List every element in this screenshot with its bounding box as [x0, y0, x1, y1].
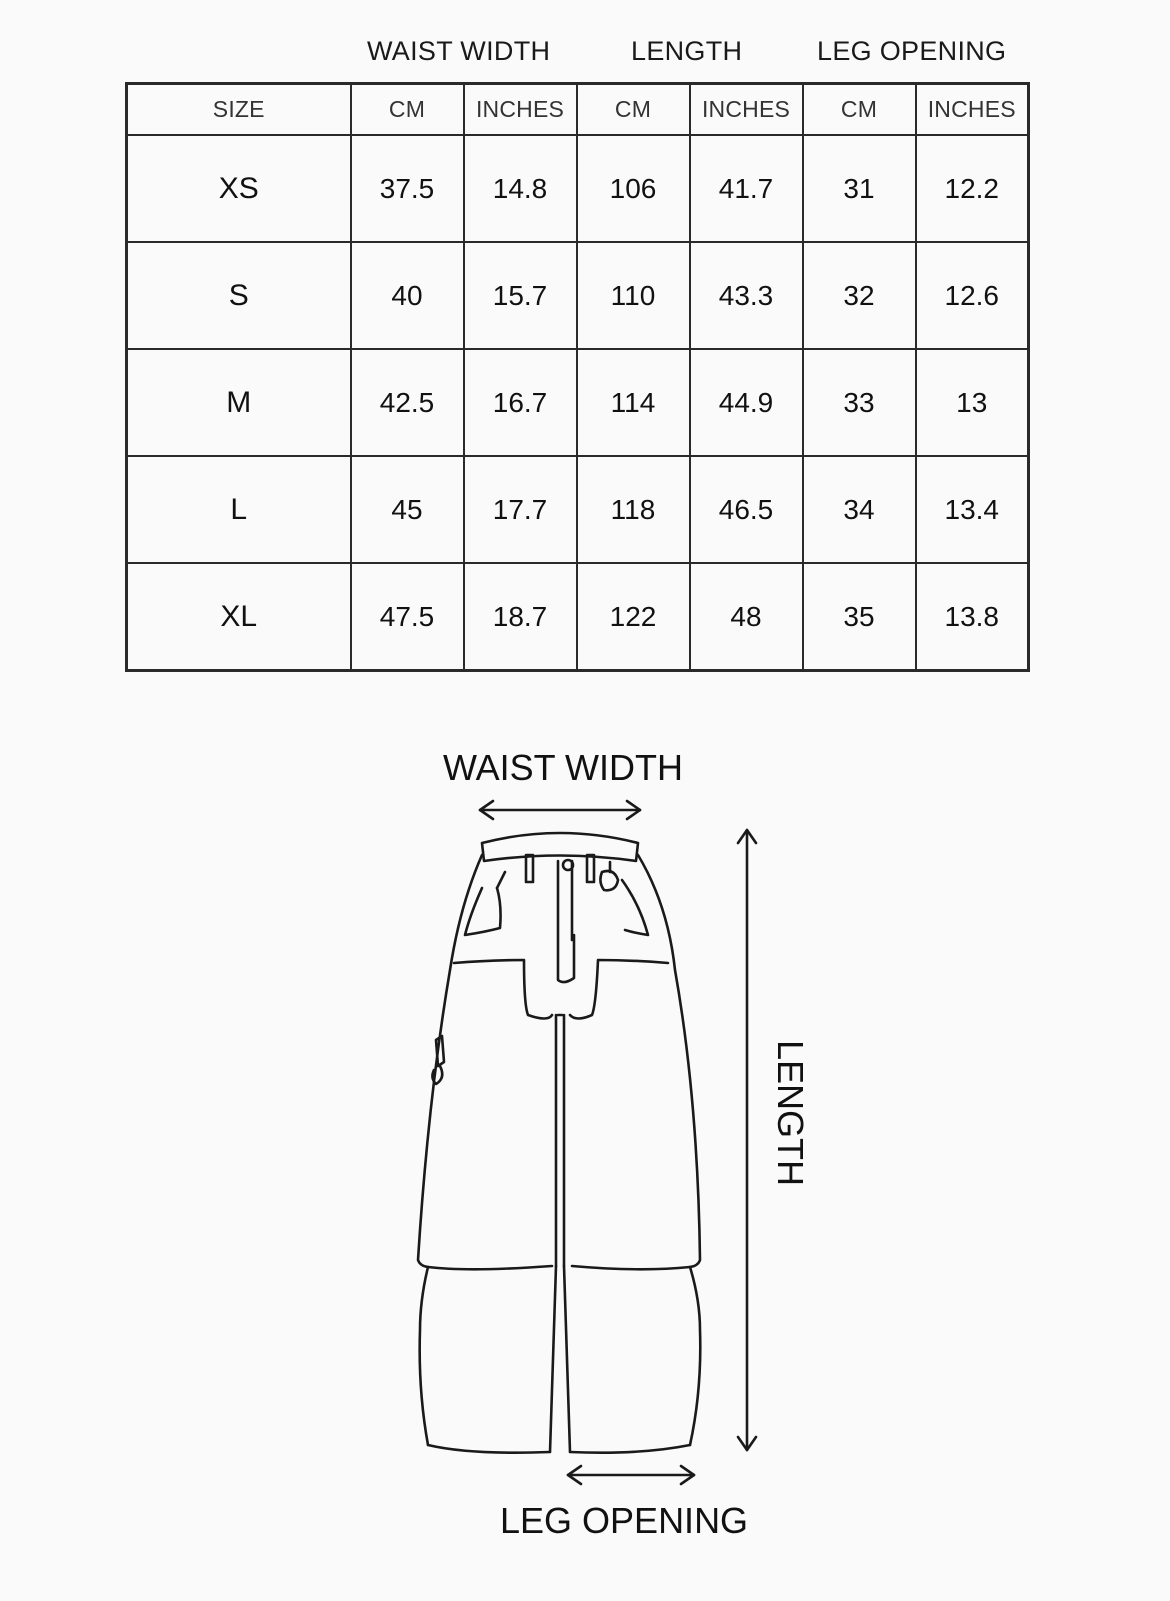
waist-cm-cell: 37.5 [351, 135, 464, 242]
leg-cm-cell: 34 [803, 456, 916, 563]
length-inches-cell: 44.9 [690, 349, 803, 456]
size-cell: XL [127, 563, 351, 671]
diagram-length-label: LENGTH [770, 1039, 811, 1187]
leg-inches-cell: 12.2 [916, 135, 1029, 242]
waist-inches-cell: 16.7 [464, 349, 577, 456]
length-cm-cell: 122 [577, 563, 690, 671]
leg-inches-cell: 13.4 [916, 456, 1029, 563]
waist-cm-cell: 47.5 [351, 563, 464, 671]
waist-inches-cell: 14.8 [464, 135, 577, 242]
upper-layer-icon [418, 855, 700, 1269]
diagram-waist-label: WAIST WIDTH [443, 747, 683, 788]
leg-inches-cell: 13 [916, 349, 1029, 456]
column-header-length-inches: INCHES [690, 84, 803, 136]
waistband-icon [482, 833, 638, 890]
waist-arrow-icon [480, 801, 640, 819]
length-inches-cell: 48 [690, 563, 803, 671]
leg-cm-cell: 33 [803, 349, 916, 456]
length-header: LENGTH [631, 36, 743, 66]
lower-layer-icon [420, 1266, 701, 1453]
column-header-size: SIZE [127, 84, 351, 136]
length-cm-cell: 114 [577, 349, 690, 456]
leg-cm-cell: 35 [803, 563, 916, 671]
column-header-leg-cm: CM [803, 84, 916, 136]
leg-opening-arrow-icon [568, 1466, 694, 1484]
leg-cm-cell: 31 [803, 135, 916, 242]
size-cell: L [127, 456, 351, 563]
waist-inches-cell: 15.7 [464, 242, 577, 349]
leg-inches-cell: 12.6 [916, 242, 1029, 349]
length-inches-cell: 46.5 [690, 456, 803, 563]
leg-inches-cell: 13.8 [916, 563, 1029, 671]
column-header-leg-inches: INCHES [916, 84, 1029, 136]
waist-cm-cell: 40 [351, 242, 464, 349]
leg-opening-header: LEG OPENING [817, 36, 1007, 66]
waist-cm-cell: 45 [351, 456, 464, 563]
waist-inches-cell: 17.7 [464, 456, 577, 563]
size-cell: XS [127, 135, 351, 242]
length-inches-cell: 43.3 [690, 242, 803, 349]
length-cm-cell: 106 [577, 135, 690, 242]
length-cm-cell: 110 [577, 242, 690, 349]
waist-width-header: WAIST WIDTH [367, 36, 551, 66]
waist-inches-cell: 18.7 [464, 563, 577, 671]
column-header-waist-cm: CM [351, 84, 464, 136]
column-header-length-cm: CM [577, 84, 690, 136]
leg-cm-cell: 32 [803, 242, 916, 349]
size-cell: S [127, 242, 351, 349]
length-arrow-icon [738, 830, 756, 1450]
waist-cm-cell: 42.5 [351, 349, 464, 456]
length-cm-cell: 118 [577, 456, 690, 563]
diagram-leg-label: LEG OPENING [500, 1500, 749, 1541]
size-cell: M [127, 349, 351, 456]
length-inches-cell: 41.7 [690, 135, 803, 242]
column-header-waist-inches: INCHES [464, 84, 577, 136]
